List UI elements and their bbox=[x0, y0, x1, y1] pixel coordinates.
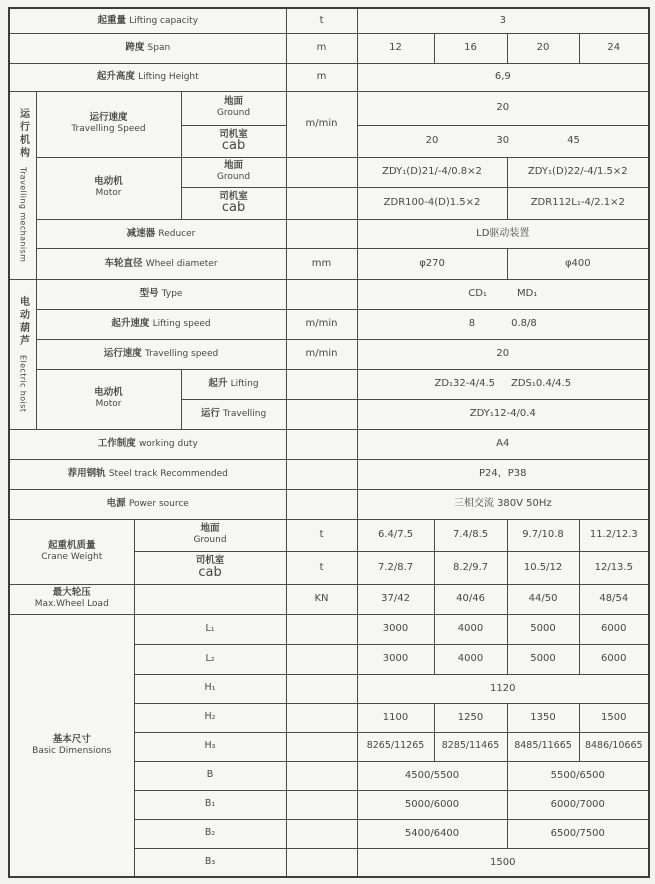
zh-text: 司机室 bbox=[195, 555, 225, 567]
span-value: 20 bbox=[507, 33, 579, 63]
max-wheel-load-value: 44/50 bbox=[507, 584, 579, 614]
zh-text: 车轮直径 bbox=[104, 257, 143, 269]
zh-text: 起升高度 bbox=[96, 71, 135, 83]
travel-speed-label bbox=[36, 91, 181, 157]
dim-name-B2: B₂ bbox=[134, 819, 286, 848]
reducer-label bbox=[36, 219, 286, 248]
crane-weight-value: 7.4/8.5 bbox=[434, 519, 507, 551]
dim-name-B1: B₁ bbox=[134, 790, 286, 819]
section-travelling-mechanism bbox=[9, 91, 36, 279]
motor-cab-sublabel bbox=[181, 187, 286, 219]
span-value: 16 bbox=[434, 33, 507, 63]
dim-value: 4500/5500 bbox=[357, 761, 507, 790]
en-text: Electric hoist bbox=[18, 354, 28, 413]
dim-value: 4000 bbox=[434, 644, 507, 674]
dim-name-H1: H₁ bbox=[134, 674, 286, 703]
working-duty-label bbox=[9, 429, 286, 459]
en-text: Power source bbox=[128, 499, 189, 510]
en-text: Lifting capacity bbox=[129, 15, 199, 26]
zh-text: 司机室 bbox=[219, 128, 248, 140]
dim-name-L1: L₁ bbox=[134, 614, 286, 644]
row-hoist-type bbox=[9, 279, 649, 309]
row-lifting-height bbox=[9, 63, 649, 91]
zh-text: 地面 bbox=[200, 523, 220, 535]
hoist-travel-speed-value: 20 bbox=[357, 339, 649, 369]
en-text: Lifting Height bbox=[138, 72, 199, 83]
row-power-source bbox=[9, 489, 649, 519]
crane-weight-value: 10.5/12 bbox=[507, 551, 579, 584]
crane-weight-value: 9.7/10.8 bbox=[507, 519, 579, 551]
dim-value: 5000 bbox=[507, 614, 579, 644]
motor-cab-value: ZDR112L₁-4/2.1×2 bbox=[507, 187, 649, 219]
en-text: Max.Wheel Load bbox=[34, 599, 109, 610]
dim-value: 8265/11265 bbox=[357, 732, 434, 761]
en-text: Motor bbox=[95, 399, 122, 410]
dim-value: 1250 bbox=[434, 703, 507, 732]
zh-text: 运行速度 bbox=[103, 348, 142, 360]
motor-tm-label bbox=[36, 157, 181, 219]
hoist-motor-label bbox=[36, 369, 181, 429]
unit-cell-empty bbox=[286, 703, 357, 732]
max-wheel-load-value: 40/46 bbox=[434, 584, 507, 614]
max-wheel-load-unit: KN bbox=[286, 584, 357, 614]
dim-value: 5500/6500 bbox=[507, 761, 649, 790]
zh-text: 运行 bbox=[200, 408, 220, 420]
cab-speed-value: 45 bbox=[567, 135, 580, 147]
en-text: Lifting speed bbox=[152, 319, 211, 330]
hoist-type-value bbox=[357, 279, 649, 309]
zh-text: 地面 bbox=[224, 96, 244, 108]
unit-cell-empty bbox=[286, 279, 357, 309]
zh-text: 型号 bbox=[139, 288, 159, 300]
dim-value: 3000 bbox=[357, 614, 434, 644]
hoist-motor-travelling-value: ZDY₁12-4/0.4 bbox=[357, 399, 649, 429]
en-text: working duty bbox=[138, 439, 198, 450]
zh-text: 电源 bbox=[106, 498, 126, 510]
motor-ground-value: ZDY₁(D)22/-4/1.5×2 bbox=[507, 157, 649, 187]
hoist-motor-lifting-sublabel bbox=[181, 369, 286, 399]
row-span bbox=[9, 33, 649, 63]
dim-value: 1500 bbox=[579, 703, 649, 732]
dim-value: 3000 bbox=[357, 644, 434, 674]
motor-ground-value: ZDY₁(D)21/-4/0.8×2 bbox=[357, 157, 507, 187]
dim-value: 8486/10665 bbox=[579, 732, 649, 761]
zh-text: 最大轮压 bbox=[52, 587, 91, 599]
hoist-type-model: CD₁ bbox=[468, 288, 487, 300]
span-value: 12 bbox=[357, 33, 434, 63]
wheel-diameter-value: φ400 bbox=[507, 248, 649, 279]
steel-track-value: P24，P38 bbox=[357, 459, 649, 489]
unit-cell-empty bbox=[286, 399, 357, 429]
unit-cell-empty bbox=[286, 157, 357, 187]
en-text: Span bbox=[147, 43, 171, 54]
power-source-label bbox=[9, 489, 286, 519]
row-steel-track bbox=[9, 459, 649, 489]
dim-value: 5400/6400 bbox=[357, 819, 507, 848]
hoist-type-label bbox=[36, 279, 286, 309]
row-hoist-motor-lifting bbox=[9, 369, 649, 399]
power-source-value: 三相交流 380V 50Hz bbox=[357, 489, 649, 519]
dim-value: 1120 bbox=[357, 674, 649, 703]
travel-speed-ground-value: 20 bbox=[357, 91, 649, 125]
sublabel-cell-empty bbox=[134, 584, 286, 614]
zh-text: 起重量 bbox=[97, 14, 127, 26]
unit-cell-empty bbox=[286, 848, 357, 877]
section-electric-hoist bbox=[9, 279, 36, 429]
max-wheel-load-value: 37/42 bbox=[357, 584, 434, 614]
lifting-height-unit: m bbox=[286, 63, 357, 91]
reducer-value: LD驱动装置 bbox=[357, 219, 649, 248]
dim-value: 6000 bbox=[579, 614, 649, 644]
dim-value: 1100 bbox=[357, 703, 434, 732]
unit-cell-empty bbox=[286, 187, 357, 219]
en-text: Ground bbox=[216, 108, 251, 119]
hoist-motor-model: ZDS₁0.4/4.5 bbox=[511, 378, 572, 390]
unit-cell-empty bbox=[286, 790, 357, 819]
row-lifting-capacity bbox=[9, 8, 649, 33]
row-max-wheel-load bbox=[9, 584, 649, 614]
dim-value: 6000 bbox=[579, 644, 649, 674]
zh-text: 运行机构 bbox=[17, 107, 29, 160]
hoist-motor-model: ZD₁32-4/4.5 bbox=[434, 378, 495, 390]
lifting-capacity-unit: t bbox=[286, 8, 357, 33]
dim-value: 1350 bbox=[507, 703, 579, 732]
travel-speed-ground-sublabel bbox=[181, 91, 286, 125]
unit-cell-empty bbox=[286, 732, 357, 761]
hoist-motor-travelling-sublabel bbox=[181, 399, 286, 429]
en-text: Basic Dimensions bbox=[32, 745, 112, 756]
en-text: Reducer bbox=[158, 228, 196, 239]
crane-spec-table bbox=[8, 7, 650, 878]
lifting-capacity-value: 3 bbox=[357, 8, 649, 33]
lifting-height-label bbox=[9, 63, 286, 91]
lifting-speed-value: 8 bbox=[468, 318, 476, 330]
wheel-diameter-unit: mm bbox=[286, 248, 357, 279]
en-text: Travelling mechanism bbox=[18, 166, 28, 263]
steel-track-label bbox=[9, 459, 286, 489]
unit-cell-empty bbox=[286, 369, 357, 399]
cab-speed-value: 20 bbox=[425, 135, 439, 147]
dim-value: 4000 bbox=[434, 614, 507, 644]
span-label bbox=[9, 33, 286, 63]
crane-weight-value: 12/13.5 bbox=[579, 551, 649, 584]
zh-text: 司机室 bbox=[219, 190, 248, 202]
travel-speed-cab-sublabel bbox=[181, 125, 286, 157]
crane-weight-cab-sublabel bbox=[134, 551, 286, 584]
unit-cell-empty bbox=[286, 219, 357, 248]
dim-name-H3: H₃ bbox=[134, 732, 286, 761]
dim-value: 8285/11465 bbox=[434, 732, 507, 761]
row-travel-speed-ground bbox=[9, 91, 649, 125]
zh-text: 跨度 bbox=[125, 42, 145, 54]
unit-cell-empty bbox=[286, 674, 357, 703]
max-wheel-load-label bbox=[9, 584, 134, 614]
span-unit: m bbox=[286, 33, 357, 63]
max-wheel-load-value: 48/54 bbox=[579, 584, 649, 614]
zh-text: 起升 bbox=[208, 378, 228, 390]
crane-weight-value: 6.4/7.5 bbox=[357, 519, 434, 551]
row-working-duty bbox=[9, 429, 649, 459]
crane-weight-value: 7.2/8.7 bbox=[357, 551, 434, 584]
unit-cell-empty bbox=[286, 614, 357, 644]
zh-text: 起升速度 bbox=[111, 318, 150, 330]
hoist-travel-speed-label bbox=[36, 339, 286, 369]
hoist-type-model: MD₁ bbox=[516, 288, 538, 300]
crane-weight-cab-unit: t bbox=[286, 551, 357, 584]
dim-name-L2: L₂ bbox=[134, 644, 286, 674]
unit-cell-empty bbox=[286, 459, 357, 489]
hoist-motor-lifting-value bbox=[357, 369, 649, 399]
cab-speed-value: 30 bbox=[496, 135, 510, 147]
dim-value: 1500 bbox=[357, 848, 649, 877]
travel-speed-cab-values bbox=[357, 125, 649, 157]
motor-ground-sublabel bbox=[181, 157, 286, 187]
unit-cell-empty bbox=[286, 761, 357, 790]
wheel-diameter-value: φ270 bbox=[357, 248, 507, 279]
dim-value: 5000 bbox=[507, 644, 579, 674]
span-value: 24 bbox=[579, 33, 649, 63]
en-text: Travelling speed bbox=[145, 349, 219, 360]
crane-weight-ground-unit: t bbox=[286, 519, 357, 551]
en-text: Steel track Recommended bbox=[108, 469, 228, 480]
hoist-lifting-speed-unit: m/min bbox=[286, 309, 357, 339]
basic-dimensions-label bbox=[9, 614, 134, 877]
zh-text: 起重机质量 bbox=[47, 539, 96, 551]
en-text: Lifting bbox=[230, 379, 259, 390]
hoist-lifting-speed-value bbox=[357, 309, 649, 339]
lifting-capacity-label bbox=[9, 8, 286, 33]
en-text: cab bbox=[198, 564, 222, 580]
zh-text: 电动葫芦 bbox=[17, 295, 29, 348]
zh-text: 基本尺寸 bbox=[52, 733, 91, 745]
crane-weight-value: 11.2/12.3 bbox=[579, 519, 649, 551]
unit-cell-empty bbox=[286, 429, 357, 459]
dim-name-B: B bbox=[134, 761, 286, 790]
dim-value: 5000/6000 bbox=[357, 790, 507, 819]
zh-text: 电动机 bbox=[94, 176, 123, 188]
zh-text: 电动机 bbox=[94, 387, 123, 399]
en-text: Crane Weight bbox=[41, 551, 103, 562]
zh-text: 工作制度 bbox=[97, 438, 136, 450]
zh-text: 运行速度 bbox=[89, 112, 128, 124]
unit-cell-empty bbox=[286, 819, 357, 848]
dim-value: 6500/7500 bbox=[507, 819, 649, 848]
zh-text: 减速器 bbox=[126, 227, 156, 239]
unit-cell-empty bbox=[286, 644, 357, 674]
row-dim-L1 bbox=[9, 614, 649, 644]
crane-weight-value: 8.2/9.7 bbox=[434, 551, 507, 584]
en-text: Type bbox=[161, 289, 183, 300]
en-text: cab bbox=[221, 138, 246, 154]
en-text: cab bbox=[221, 200, 246, 216]
en-text: Motor bbox=[95, 188, 122, 199]
travel-speed-unit: m/min bbox=[286, 91, 357, 157]
row-wheel-diameter bbox=[9, 248, 649, 279]
lifting-height-value: 6,9 bbox=[357, 63, 649, 91]
row-crane-weight-ground bbox=[9, 519, 649, 551]
crane-weight-ground-sublabel bbox=[134, 519, 286, 551]
en-text: Wheel diameter bbox=[145, 258, 218, 269]
dim-value: 8485/11665 bbox=[507, 732, 579, 761]
zh-text: 地面 bbox=[224, 160, 244, 172]
en-text: Travelling bbox=[223, 409, 267, 420]
en-text: Travelling Speed bbox=[71, 124, 146, 135]
zh-text: 荐用钢轨 bbox=[67, 468, 106, 480]
row-reducer bbox=[9, 219, 649, 248]
crane-weight-label bbox=[9, 519, 134, 584]
lifting-speed-value: 0.8/8 bbox=[511, 318, 537, 330]
motor-cab-value: ZDR100-4(D)1.5×2 bbox=[357, 187, 507, 219]
wheel-diameter-label bbox=[36, 248, 286, 279]
dim-value: 6000/7000 bbox=[507, 790, 649, 819]
working-duty-value: A4 bbox=[357, 429, 649, 459]
row-hoist-travel-speed bbox=[9, 339, 649, 369]
hoist-travel-speed-unit: m/min bbox=[286, 339, 357, 369]
row-hoist-lifting-speed bbox=[9, 309, 649, 339]
dim-name-B3: B₃ bbox=[134, 848, 286, 877]
unit-cell-empty bbox=[286, 489, 357, 519]
en-text: Ground bbox=[216, 172, 251, 183]
hoist-lifting-speed-label bbox=[36, 309, 286, 339]
dim-name-H2: H₂ bbox=[134, 703, 286, 732]
row-motor-ground bbox=[9, 157, 649, 187]
en-text: Ground bbox=[193, 535, 227, 546]
